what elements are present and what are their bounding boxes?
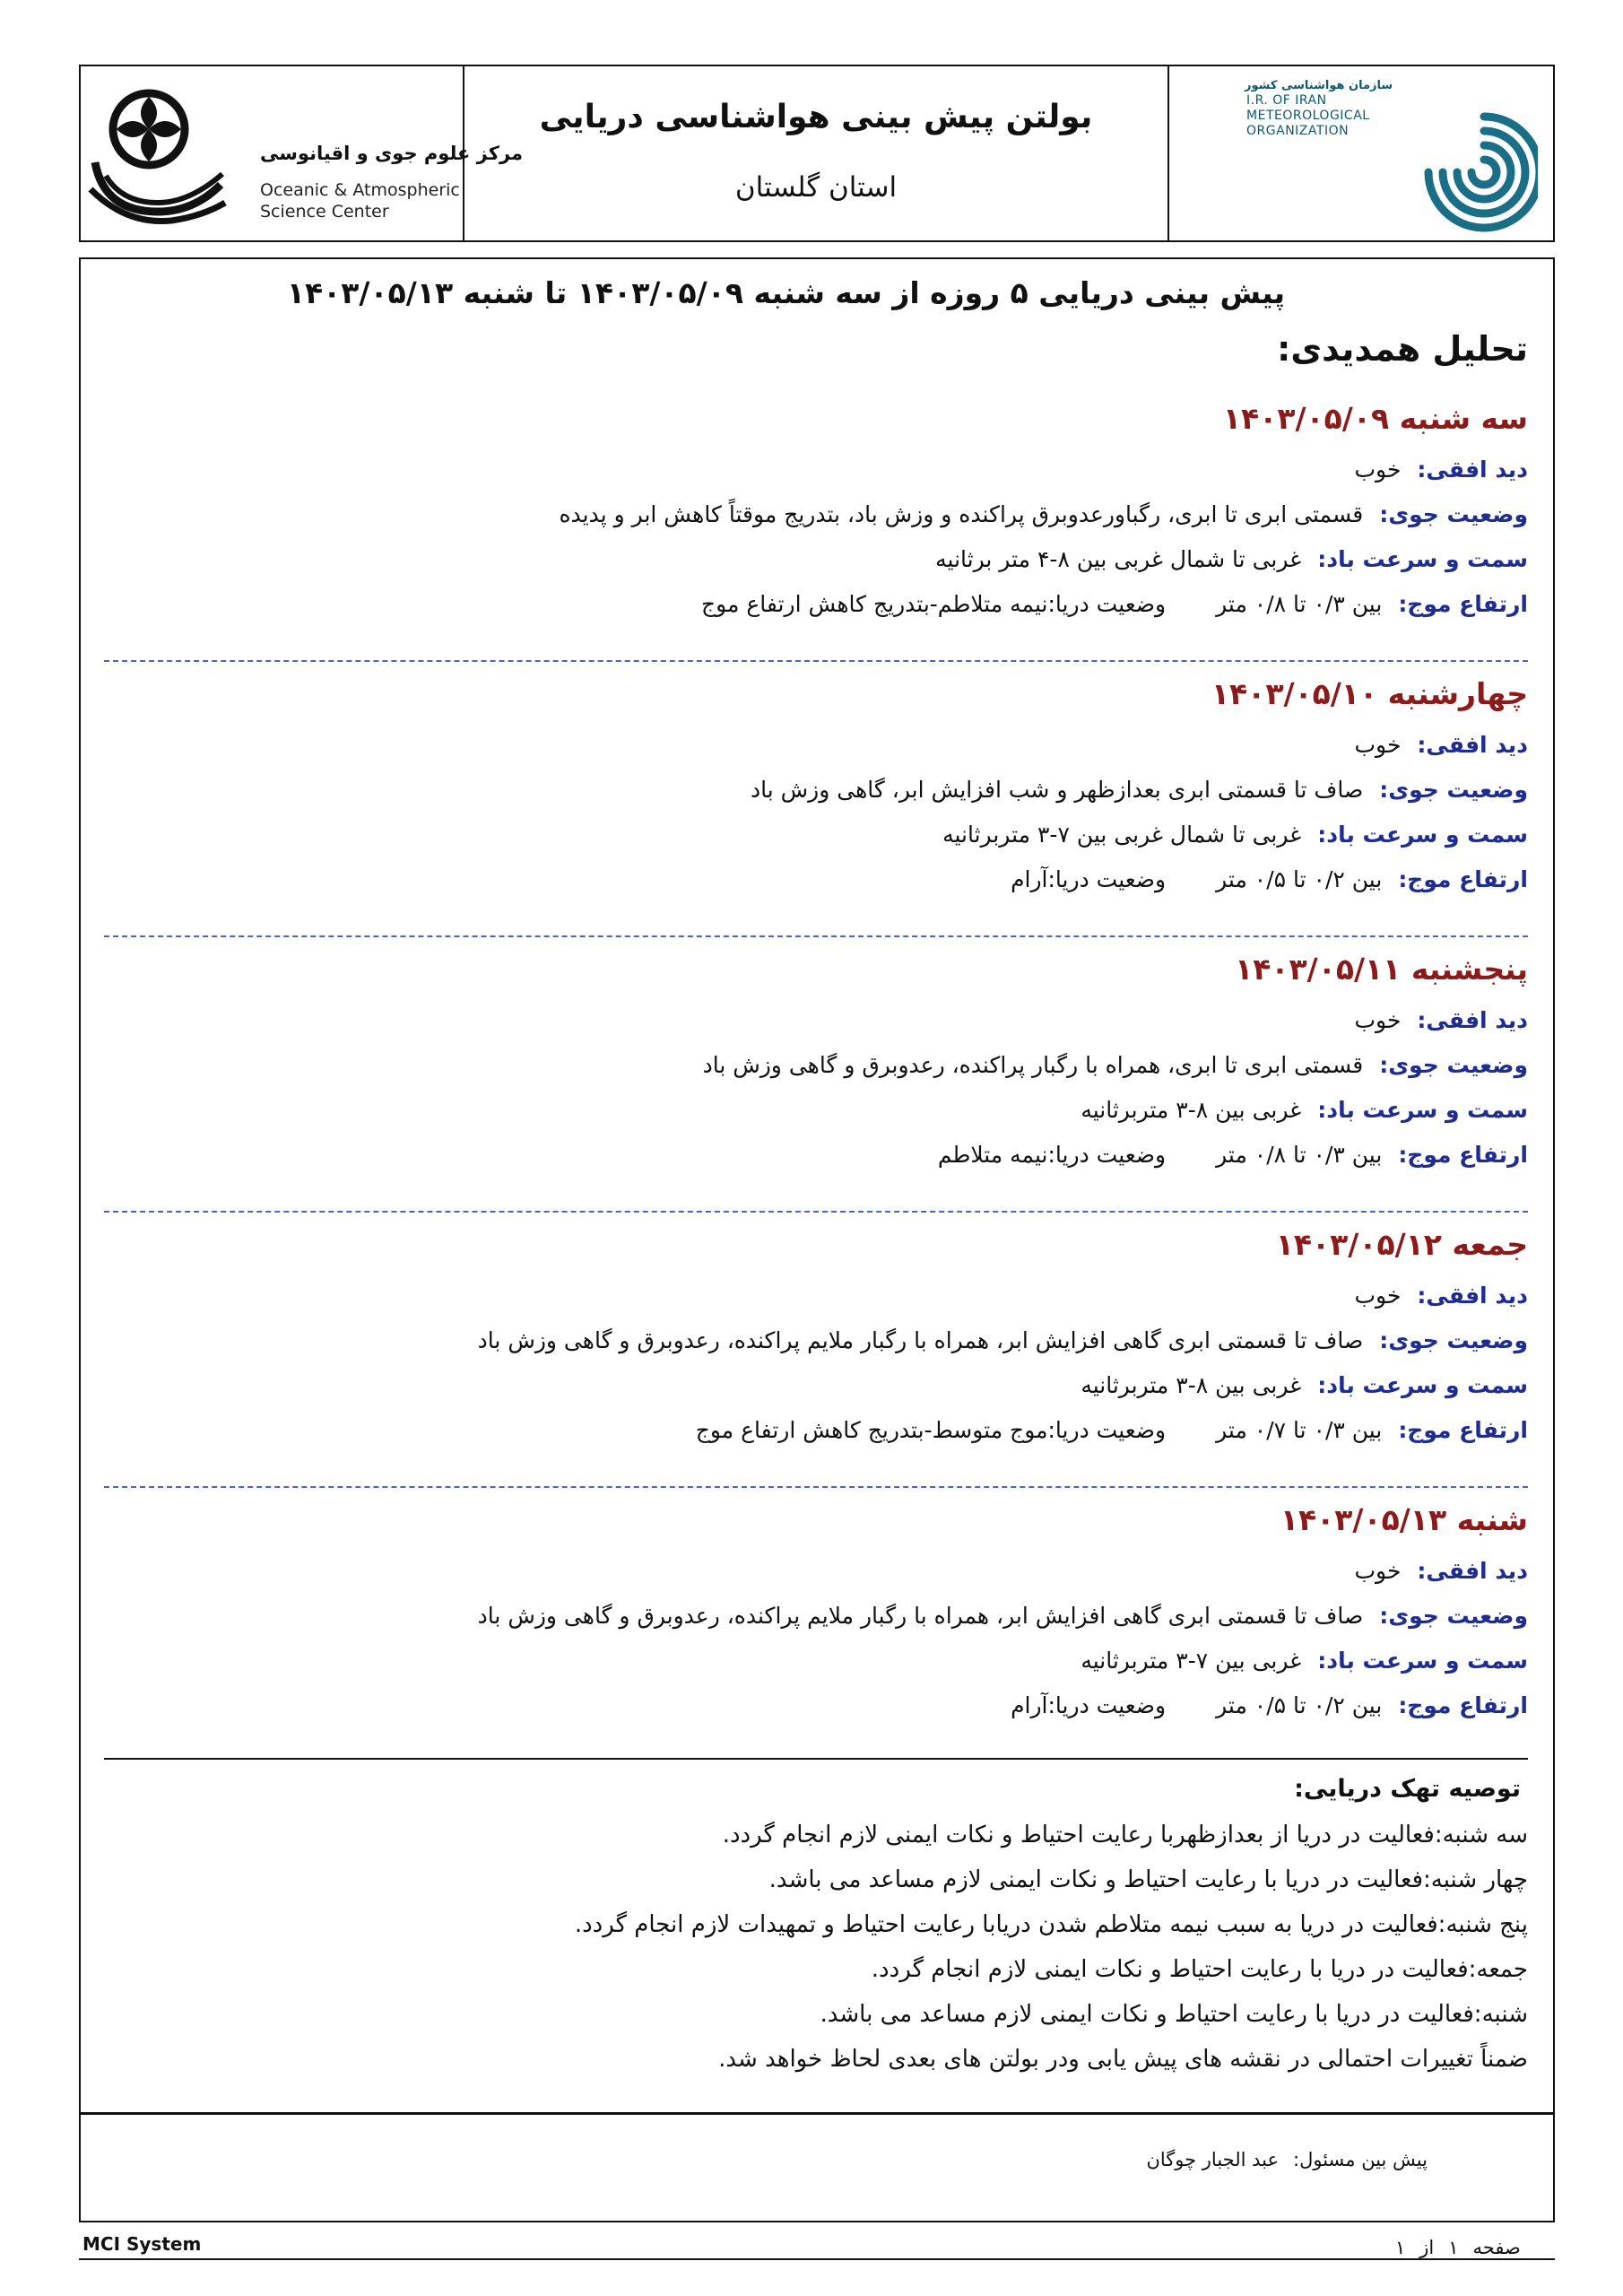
irimo-name-en-line2: METEOROLOGICAL — [1246, 109, 1370, 123]
sea-state-value: وضعیت دریا:نیمه متلاطم — [937, 1142, 1167, 1168]
wind-row — [104, 1639, 1528, 1683]
oceanic-center-logo-cell — [81, 66, 524, 240]
visibility-row — [104, 1549, 1528, 1594]
wind-label: سمت و سرعت باد: — [1317, 1372, 1528, 1398]
wind-value: غربی تا شمال غربی بین ۷-۳ متربرثانیه — [942, 822, 1302, 848]
page-of-label: از — [1419, 2237, 1435, 2258]
bulletin-title: بولتن پیش بینی هواشناسی دریایی — [539, 98, 1093, 135]
sea-state-value: وضعیت دریا:آرام — [1011, 866, 1167, 892]
irimo-name-en-line1: I.R. OF IRAN — [1246, 93, 1327, 108]
wave-label: ارتفاع موج: — [1398, 1142, 1528, 1168]
sea-state-value: وضعیت دریا:آرام — [1011, 1692, 1167, 1718]
day-heading: شنبه ۱۴۰۳/۰۵/۱۳ — [1280, 1502, 1528, 1537]
forecaster-name: عبد الجبار چوگان — [1146, 2149, 1280, 2170]
day-heading: پنجشنبه ۱۴۰۳/۰۵/۱۱ — [1235, 952, 1528, 987]
day-forecast-tuesday — [104, 394, 1528, 627]
wind-label: سمت و سرعت باد: — [1317, 1648, 1528, 1674]
advisory-divider — [104, 1758, 1528, 1760]
wind-row — [104, 537, 1528, 582]
weather-value: قسمتی ابری تا ابری، رگباورعدوبرق پراکنده و وزش باد، بتدریج موقتاً کاهش ابر و پدیده — [559, 501, 1364, 527]
advisory-title: توصیه تهک دریایی: — [1294, 1775, 1521, 1803]
visibility-row — [104, 723, 1528, 768]
visibility-label: دید افقی: — [1417, 1283, 1528, 1309]
wave-label: ارتفاع موج: — [1398, 591, 1528, 617]
day-separator — [104, 660, 1528, 662]
wave-row — [104, 1683, 1528, 1728]
oceanic-center-name-fa: مرکز علوم جوی و اقیانوسی — [260, 143, 524, 164]
irimo-logo-cell — [1169, 66, 1553, 240]
system-name: MCI System — [82, 2233, 202, 2255]
forecaster-label: پیش بین مسئول: — [1293, 2149, 1428, 2170]
wave-label: ارتفاع موج: — [1398, 1692, 1528, 1718]
wind-row — [104, 1363, 1528, 1408]
oceanic-center-name-en-line1: Oceanic & Atmospheric — [260, 180, 460, 200]
visibility-label: دید افقی: — [1417, 1558, 1528, 1584]
wave-label: ارتفاع موج: — [1398, 1417, 1528, 1443]
forecast-period-title: پیش بینی دریایی ۵ روزه از سه شنبه ۱۴۰۳/۰۵/۰۹ تا شنبه ۱۴۰۳/۰۵/۱۳ — [286, 275, 1285, 310]
day-separator — [104, 935, 1528, 937]
meteorological-organization-logo-icon — [1373, 90, 1538, 233]
weather-value: صاف تا قسمتی ابری گاهی افزایش ابر، همراه با رگبار ملایم پراکنده، رعدوبرق و گاهی وزش باد — [477, 1327, 1364, 1353]
visibility-label: دید افقی: — [1417, 457, 1528, 483]
advisory-line: چهار شنبه:فعالیت در دریا با رعایت احتیاط و نکات ایمنی لازم مساعد می باشد. — [768, 1866, 1528, 1893]
weather-label: وضعیت جوی: — [1379, 777, 1528, 803]
day-separator — [104, 1486, 1528, 1488]
visibility-value: خوب — [1354, 1007, 1402, 1033]
wind-label: سمت و سرعت باد: — [1317, 546, 1528, 572]
page-label: صفحه — [1472, 2237, 1521, 2258]
wave-row — [104, 1133, 1528, 1178]
weather-label: وضعیت جوی: — [1379, 1327, 1528, 1353]
advisory-line: جمعه:فعالیت در دریا با رعایت احتیاط و نکات ایمنی لازم انجام گردد. — [871, 1956, 1528, 1983]
weather-value: صاف تا قسمتی ابری بعدازظهر و شب افزایش ابر، گاهی وزش باد — [751, 777, 1364, 803]
page-total: ۱ — [1395, 2237, 1406, 2258]
sea-state-value: وضعیت دریا:نیمه متلاطم-بتدریج کاهش ارتفاع موج — [700, 591, 1167, 617]
weather-label: وضعیت جوی: — [1379, 501, 1528, 527]
wind-value: غربی بین ۷-۳ متربرثانیه — [1081, 1648, 1302, 1674]
footer-rule — [79, 2258, 1555, 2260]
advisory-line: ضمناً تغییرات احتمالی در نقشه های پیش یابی ودر بولتن های بعدی لحاظ خواهد شد. — [718, 2046, 1528, 2073]
page-current: ۱ — [1448, 2237, 1459, 2258]
advisory-line: پنج شنبه:فعالیت در دریا به سبب نیمه متلاطم شدن دریابا رعایت احتیاط و تمهیدات لازم انجام گردد. — [574, 1911, 1528, 1938]
visibility-row — [104, 448, 1528, 492]
wind-label: سمت و سرعت باد: — [1317, 1097, 1528, 1123]
irimo-name-en-line3: ORGANIZATION — [1246, 124, 1350, 138]
day-forecast-thursday — [104, 944, 1528, 1178]
weather-value: صاف تا قسمتی ابری گاهی افزایش ابر، همراه با رگبار ملایم پراکنده، رعدوبرق و گاهی وزش باد — [477, 1603, 1364, 1629]
visibility-label: دید افقی: — [1417, 732, 1528, 758]
weather-value: قسمتی ابری تا ابری، همراه با رگبار پراکنده، رعدوبرق و گاهی وزش باد — [702, 1052, 1364, 1078]
bulletin-header — [79, 65, 1555, 242]
wave-height-value: بین ۰/۳ تا ۰/۷ متر — [1216, 1417, 1383, 1443]
wave-height-value: بین ۰/۳ تا ۰/۸ متر — [1216, 1142, 1383, 1168]
visibility-value: خوب — [1354, 1283, 1402, 1309]
day-heading: سه شنبه ۱۴۰۳/۰۵/۰۹ — [1222, 401, 1528, 436]
advisory-line: سه شنبه:فعالیت در دریا از بعدازظهربا رعایت احتیاط و نکات ایمنی لازم انجام گردد. — [722, 1822, 1528, 1848]
forecaster-signature — [1146, 2149, 1428, 2170]
wind-row — [104, 813, 1528, 857]
wave-row — [104, 1408, 1528, 1453]
province-name: استان گلستان — [734, 170, 898, 204]
wave-height-value: بین ۰/۳ تا ۰/۸ متر — [1216, 591, 1383, 617]
visibility-row — [104, 998, 1528, 1043]
visibility-value: خوب — [1354, 732, 1402, 758]
weather-label: وضعیت جوی: — [1379, 1052, 1528, 1078]
day-forecast-saturday — [104, 1495, 1528, 1728]
page-number — [1381, 2237, 1521, 2258]
header-title-cell — [464, 66, 1169, 240]
weather-row — [104, 1594, 1528, 1639]
wind-value: غربی تا شمال غربی بین ۸-۴ متر برثانیه — [935, 546, 1302, 572]
forecast-body — [79, 257, 1555, 2114]
weather-label: وضعیت جوی: — [1379, 1603, 1528, 1629]
wave-height-value: بین ۰/۲ تا ۰/۵ متر — [1216, 1692, 1383, 1718]
weather-row — [104, 492, 1528, 537]
advisory-line: شنبه:فعالیت در دریا با رعایت احتیاط و نکات ایمنی لازم مساعد می باشد. — [820, 2001, 1528, 2028]
oceanic-center-name-en-line2: Science Center — [260, 202, 389, 222]
wave-row — [104, 857, 1528, 902]
visibility-value: خوب — [1354, 457, 1402, 483]
visibility-label: دید افقی: — [1417, 1007, 1528, 1033]
wave-height-value: بین ۰/۲ تا ۰/۵ متر — [1216, 866, 1383, 892]
wind-row — [104, 1088, 1528, 1133]
day-forecast-friday — [104, 1220, 1528, 1453]
wave-row — [104, 582, 1528, 627]
forecaster-box — [79, 2113, 1555, 2222]
weather-row — [104, 1318, 1528, 1363]
day-heading: جمعه ۱۴۰۳/۰۵/۱۲ — [1275, 1227, 1528, 1262]
wind-value: غربی بین ۸-۳ متربرثانیه — [1081, 1372, 1302, 1398]
weather-row — [104, 1043, 1528, 1088]
visibility-row — [104, 1274, 1528, 1318]
day-heading: چهارشنبه ۱۴۰۳/۰۵/۱۰ — [1211, 676, 1528, 711]
day-separator — [104, 1211, 1528, 1213]
wave-label: ارتفاع موج: — [1398, 866, 1528, 892]
wind-value: غربی بین ۸-۳ متربرثانیه — [1081, 1097, 1302, 1123]
synoptic-analysis-title: تحلیل همدیدی: — [1277, 329, 1528, 369]
oceanic-atmospheric-center-logo-icon — [86, 77, 230, 230]
day-forecast-wednesday — [104, 669, 1528, 902]
irimo-name-fa: سازمان هواشناسی کشور — [1245, 79, 1393, 92]
wind-label: سمت و سرعت باد: — [1317, 822, 1528, 848]
visibility-value: خوب — [1354, 1558, 1402, 1584]
weather-row — [104, 768, 1528, 813]
sea-state-value: وضعیت دریا:موج متوسط-بتدریج کاهش ارتفاع موج — [695, 1417, 1167, 1443]
